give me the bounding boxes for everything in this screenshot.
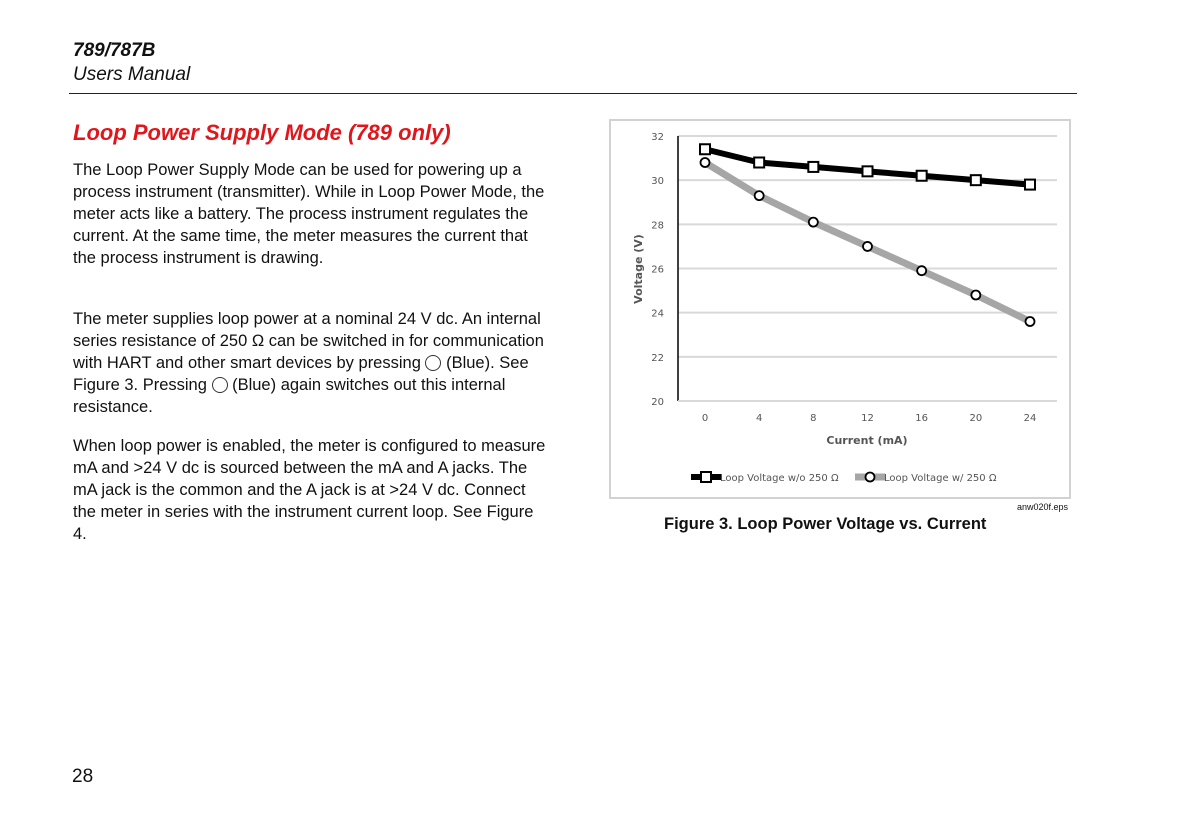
- data-point-square: [1025, 180, 1035, 190]
- y-tick-label: 30: [651, 176, 664, 188]
- y-axis-title: Voltage (V): [632, 234, 645, 304]
- x-tick-label: 8: [810, 413, 817, 424]
- page-number: 28: [72, 766, 94, 787]
- paragraph-text-a: The meter supplies loop power at a nominal 24 V dc. An internal series resistance of 250 Ω can be switched in for communication with HART and other smart devices by pressing: [73, 310, 544, 372]
- x-tick-label: 12: [861, 413, 874, 424]
- x-tick-label: 4: [755, 413, 763, 424]
- figure-chart-frame: [609, 119, 1071, 499]
- section-title: Loop Power Supply Mode (789 only): [73, 120, 451, 145]
- paragraph-connection: When loop power is enabled, the meter is configured to measure mA and >24 V dc is sourced between the mA and A jacks. The mA jack is the common and the A jack is at >24 V dc. Connect the meter in series with the instrument current loop. See Figure 4.: [73, 437, 546, 543]
- data-point-circle: [1026, 317, 1035, 326]
- data-point-circle: [809, 218, 818, 227]
- y-tick-label: 32: [651, 132, 664, 143]
- data-point-square: [808, 162, 818, 172]
- data-point-circle: [863, 242, 872, 251]
- paragraph-loop-power: [73, 308, 548, 418]
- manual-model: 789/787B: [73, 40, 156, 61]
- chart-series: [700, 144, 1035, 326]
- data-point-circle: [917, 266, 926, 275]
- y-tick-label: 26: [651, 264, 664, 276]
- data-point-circle: [701, 158, 710, 167]
- paragraph-text-b: (Blue). See Figure 3. Pressing: [73, 354, 529, 394]
- blue-button-icon: [425, 355, 441, 371]
- paragraph-text-c: (Blue) again switches out this internal resistance.: [73, 376, 506, 416]
- legend-label: Loop Voltage w/ 250 Ω: [884, 473, 997, 484]
- legend-marker-circle: [866, 473, 875, 482]
- data-point-square: [863, 166, 873, 176]
- y-tick-label: 24: [651, 308, 664, 320]
- data-point-square: [700, 144, 710, 154]
- data-point-square: [917, 171, 927, 181]
- data-point-circle: [755, 191, 764, 200]
- y-tick-label: 20: [651, 397, 664, 408]
- data-point-square: [754, 158, 764, 168]
- manual-title: Users Manual: [73, 64, 191, 85]
- figure-file-id: anw020f.eps: [1017, 502, 1069, 512]
- y-tick-label: 28: [651, 220, 664, 232]
- data-point-circle: [971, 291, 980, 300]
- data-point-square: [971, 175, 981, 185]
- legend-label: Loop Voltage w/o 250 Ω: [720, 473, 839, 484]
- y-tick-label: 22: [651, 352, 664, 364]
- x-tick-label: 16: [915, 413, 929, 424]
- figure-caption: Figure 3. Loop Power Voltage vs. Current: [664, 515, 987, 533]
- chart-legend: [691, 472, 997, 484]
- paragraph-intro: The Loop Power Supply Mode can be used for powering up a process instrument (transmitter). While in Loop Power Mode, the meter acts like a battery. The process instrument regulates the current. At the same time, the meter measures the current that the process instrument is drawing.: [73, 161, 545, 267]
- loop-voltage-chart: [611, 121, 1069, 497]
- x-tick-label: 24: [1023, 413, 1037, 424]
- chart-axes: [651, 132, 1057, 424]
- blue-button-icon: [212, 377, 228, 393]
- x-axis-title: Current (mA): [826, 434, 908, 447]
- header-divider: [69, 93, 1077, 94]
- legend-marker-square: [701, 472, 711, 482]
- x-tick-label: 0: [701, 413, 709, 424]
- x-tick-label: 20: [969, 413, 983, 424]
